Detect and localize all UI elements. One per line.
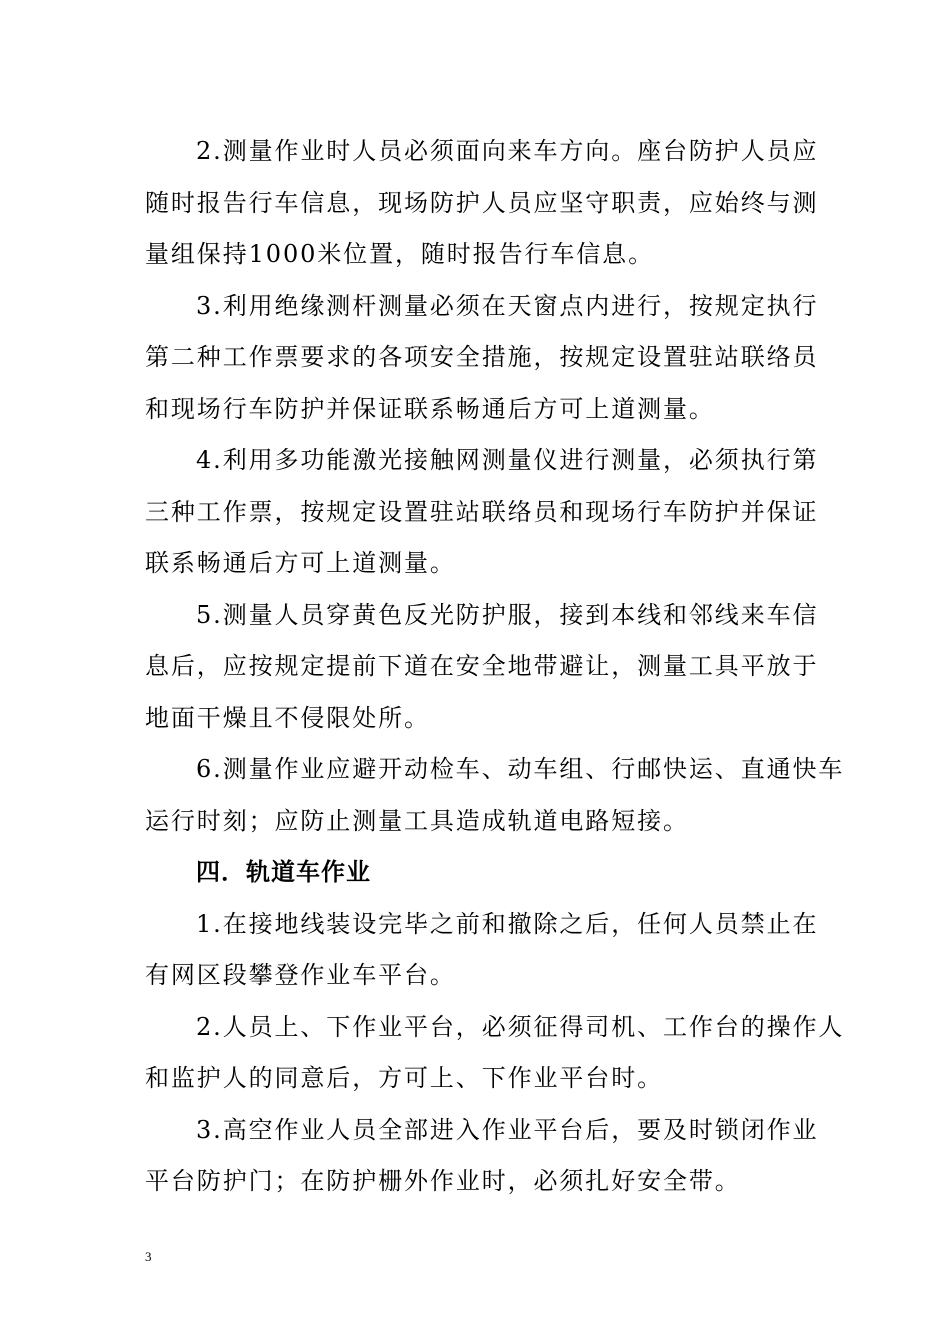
section-heading: 四．轨道车作业: [196, 858, 371, 886]
paragraph-line: 2.人员上、下作业平台，必须征得司机、工作台的操作人: [196, 1012, 845, 1041]
paragraph-line: 6.测量作业应避开动检车、动车组、行邮快运、直通快车: [196, 755, 845, 783]
paragraph-line: 和现场行车防护并保证联系畅通后方可上道测量。: [145, 394, 715, 423]
document-body: [145, 126, 845, 1208]
paragraph-line: 联系畅通后方可上道测量。: [145, 549, 456, 577]
paragraph-avoid-trains: [145, 744, 845, 847]
paragraph-line: 和监护人的同意后，方可上、下作业平台时。: [145, 1064, 663, 1092]
paragraph-line: 4.利用多功能激光接触网测量仪进行测量，必须执行第: [196, 446, 819, 474]
paragraph-measurement-direction: [145, 126, 819, 281]
paragraph-line: 2.测量作业时人员必须面向来车方向。座台防护人员应: [196, 137, 819, 165]
paragraph-line: 平台防护门；在防护栅外作业时，必须扎好安全带。: [145, 1167, 741, 1195]
paragraph-insulated-pole: [145, 281, 819, 436]
paragraph-line: 量组保持1000米位置，随时报告行车信息。: [145, 240, 654, 268]
paragraph-line: 三种工作票，按规定设置驻站联络员和现场行车防护并保证: [145, 497, 819, 526]
paragraph-line: 第二种工作票要求的各项安全措施，按规定设置驻站联络员: [145, 343, 819, 371]
paragraph-reflective-clothing: [145, 590, 819, 745]
page-number: 3: [145, 1249, 152, 1264]
paragraph-line: 息后，应按规定提前下道在安全地带避让，测量工具平放于: [145, 652, 819, 680]
paragraph-line: 5.测量人员穿黄色反光防护服，接到本线和邻线来车信: [196, 600, 819, 629]
paragraph-line: 3.利用绝缘测杆测量必须在天窗点内进行，按规定执行: [196, 291, 819, 320]
paragraph-line: 3.高空作业人员全部进入作业平台后，要及时锁闭作业: [196, 1115, 819, 1144]
paragraph-laser-measurement: [145, 435, 819, 590]
paragraph-line: 运行时刻；应防止测量工具造成轨道电路短接。: [145, 806, 689, 835]
paragraph-platform-door: [145, 1105, 819, 1208]
paragraph-grounding-wire: [145, 899, 819, 1002]
paragraph-line: 1.在接地线装设完毕之前和撤除之后，任何人员禁止在: [196, 909, 819, 938]
paragraph-line: 随时报告行车信息，现场防护人员应坚守职责，应始终与测: [145, 188, 819, 217]
paragraph-line: 地面干燥且不侵限处所。: [145, 703, 430, 732]
paragraph-line: 有网区段攀登作业车平台。: [145, 961, 456, 989]
paragraph-platform-access: [145, 1002, 845, 1105]
